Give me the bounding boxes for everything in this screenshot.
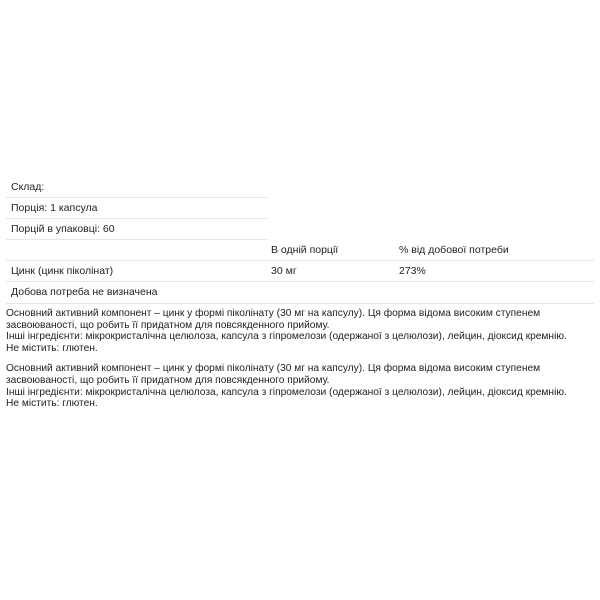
description-block bbox=[6, 363, 596, 409]
ingredient-daily-percent: 273% bbox=[399, 265, 426, 277]
description-block bbox=[6, 308, 596, 354]
ingredient-name: Цинк (цинк піколінат) bbox=[11, 265, 114, 277]
composition-title: Склад: bbox=[11, 181, 45, 193]
servings-per-container-row bbox=[6, 219, 268, 240]
description-line: Не містить: глютен. bbox=[6, 342, 98, 354]
daily-value-note-row bbox=[6, 282, 594, 304]
description-line: Основний активний компонент – цинк у формі піколінату (30 мг на капсулу). Ця форма відома високим ступенем bbox=[6, 308, 541, 319]
serving-size: Порція: 1 капсула bbox=[11, 202, 98, 214]
serving-size-row bbox=[6, 198, 268, 219]
description-line: засвоюваності, що робить її придатном для повсякденного прийому. bbox=[6, 374, 330, 386]
servings-per-container: Порцій в упаковці: 60 bbox=[11, 223, 115, 235]
daily-value-note: Добова потреба не визначена bbox=[11, 286, 158, 298]
column-header-per-serving: В одній порції bbox=[271, 244, 339, 256]
composition-title-row bbox=[6, 177, 268, 198]
table-row bbox=[6, 261, 594, 282]
description-line: Не містить: глютен. bbox=[6, 398, 98, 410]
description-line: Основний активний компонент – цинк у формі піколінату (30 мг на капсулу). Ця форма відома високим ступенем bbox=[6, 363, 541, 375]
description-line: засвоюваності, що робить її придатном для повсякденного прийому. bbox=[6, 319, 330, 331]
description-line: Інші інгредієнти: мікрокристалічна целюлоза, капсула з гіпромелози (одержаної з целюлози), лейцин, діоксид кремнію. bbox=[6, 331, 567, 343]
description-line: Інші інгредієнти: мікрокристалічна целюлоза, капсула з гіпромелози (одержаної з целюлози), лейцин, діоксид кремнію. bbox=[6, 386, 567, 398]
column-header-daily-value: % від добової потреби bbox=[399, 244, 509, 256]
ingredient-amount: 30 мг bbox=[271, 265, 297, 277]
supplement-facts bbox=[6, 177, 594, 410]
table-header-row bbox=[6, 240, 594, 261]
